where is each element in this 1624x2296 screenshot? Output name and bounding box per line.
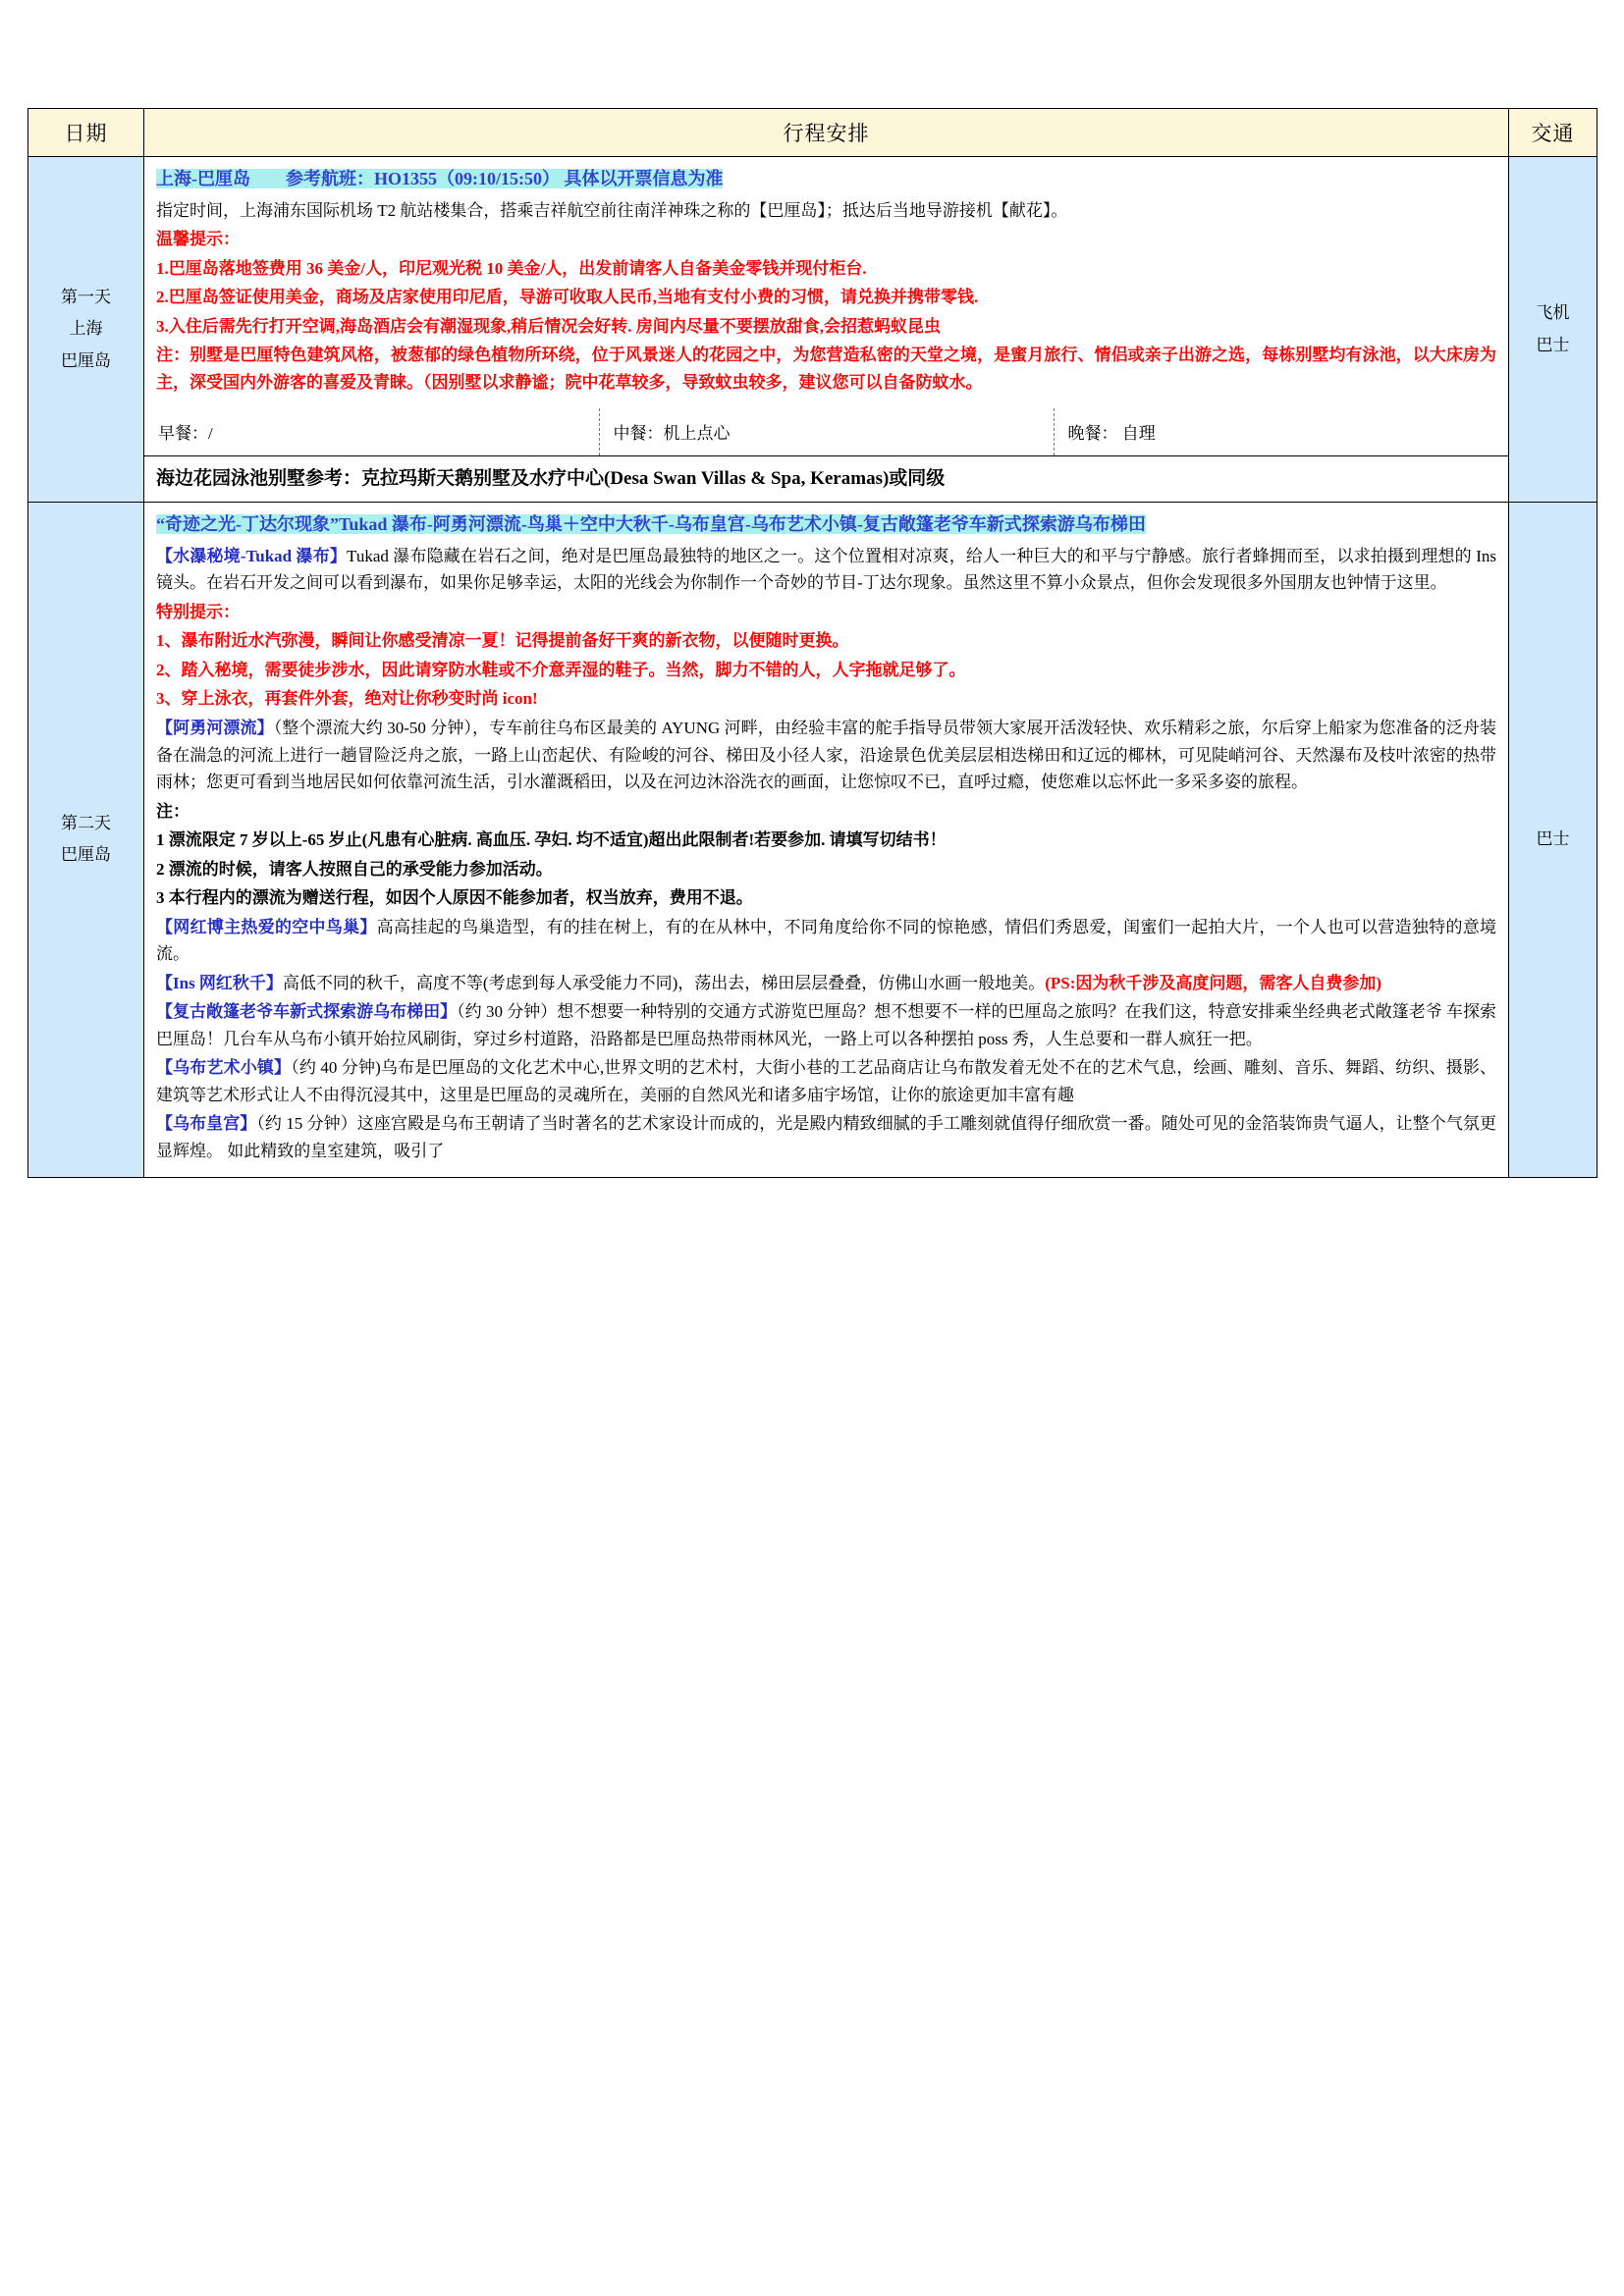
day2-special-heading: 特别提示：: [156, 602, 240, 621]
table-row-day1: [28, 157, 1597, 503]
day1-transport-line-1: 飞机: [1536, 303, 1570, 323]
day2-special-tip-2: 2、踏入秘境，需要徒步涉水，因此请穿防水鞋或不介意弄湿的鞋子。当然，脚力不错的人，人字拖就足够了。: [156, 660, 966, 679]
header-transport: 交通: [1509, 109, 1597, 157]
day1-note: 注：别墅是巴厘特色建筑风格，被葱郁的绿色植物所环绕，位于风景迷人的花园之中，为您营造私密的天堂之境，是蜜月旅行、情侣或亲子出游之选，每栋别墅均有泳池，以大床房为主，深受国内外游客的喜爱及青睐。（因别墅以求静谧；院中花草较多，导致蚊虫较多，建议您可以自备防蚊水。: [156, 346, 1496, 392]
day1-tips-heading: 温馨提示：: [156, 230, 240, 249]
day2-note-2: 2 漂流的时候，请客人按照自己的承受能力参加活动。: [156, 859, 553, 879]
day1-breakfast: 早餐：/: [144, 408, 599, 455]
day2-title: “奇迹之光-丁达尔现象”Tukad 瀑布-阿勇河漂流-鸟巢＋空中大秋千-乌布皇宫-乌布艺术小镇-复古敞篷老爷车新式探索游乌布梯田: [156, 514, 1146, 535]
day2-spot-birdnest-label: 【网红博主热爱的空中鸟巢】: [156, 917, 377, 936]
day2-special-tip-1: 1、瀑布附近水汽弥漫，瞬间让你感受清凉一夏！记得提前备好干爽的新衣物，以便随时更换。: [156, 631, 849, 651]
day2-spot-ubudpalace-text: （约 15 分钟）这座宫殿是乌布王朝请了当时著名的艺术家设计而成的，光是殿内精致细腻的手工雕刻就值得仔细欣赏一番。随处可见的金箔装饰贵气逼人，让整个气氛更显辉煌。 如此精致的皇室建筑，吸引了: [156, 1114, 1496, 1160]
day2-spot-vintagecar-label: 【复古敞篷老爷车新式探索游乌布梯田】: [156, 1002, 458, 1022]
day2-section-rafting: [156, 715, 1496, 796]
day2-spot-swing-note: (PS:因为秋千涉及高度问题，需客人自费参加): [1045, 973, 1382, 992]
day1-paragraph-1: 指定时间，上海浦东国际机场 T2 航站楼集合，搭乘吉祥航空前往南洋神珠之称的【巴厘岛】；抵达后当地导游接机【献花】。: [156, 200, 1068, 220]
day2-spot-swing: [156, 970, 1496, 997]
day2-section-waterfall-label: 【水瀑秘境-Tukad 瀑布】: [156, 546, 348, 565]
itinerary-table: [27, 108, 1597, 1178]
day2-date-cell: [28, 503, 144, 1177]
day2-title-line: [156, 510, 1496, 539]
day2-section-waterfall: [156, 543, 1496, 597]
day2-spot-swing-label: 【Ins 网红秋千】: [156, 973, 283, 992]
day2-note-1: 1 漂流限定 7 岁以上-65 岁止(凡患有心脏病. 高血压. 孕妇. 均不适宜)超出此限制者!若要参加. 请填写切结书！: [156, 830, 947, 850]
table-row-day2: [28, 503, 1597, 1177]
day1-meals-row: [144, 408, 1508, 455]
header-itinerary: 行程安排: [144, 109, 1509, 157]
day1-date-line-2: 上海: [69, 319, 103, 339]
day2-date-line-1: 第二天: [61, 813, 111, 832]
day2-spot-birdnest-text: 高高挂起的鸟巢造型，有的挂在树上，有的在从林中，不同角度给你不同的惊艳感，情侣们秀恩爱，闺蜜们一起拍大片，一个人也可以营造独特的意境流。: [156, 917, 1497, 964]
header-date: 日期: [28, 109, 144, 157]
day2-transport-line-1: 巴士: [1536, 829, 1570, 849]
day1-dinner: 晚餐： 自理: [1067, 424, 1156, 444]
day1-date-cell: [28, 157, 144, 503]
day1-tip-1: 1.巴厘岛落地签费用 36 美金/人，印尼观光税 10 美金/人，出发前请客人自备美金零钱并现付柜台.: [156, 258, 867, 278]
day2-spot-vintagecar-text: （约 30 分钟）想不想要一种特别的交通方式游览巴厘岛？想不想要不一样的巴厘岛之旅吗？在我们这，特意安排乘坐经典老式敞篷老爷 车探索巴厘岛！几台车从乌布小镇开始拉风刷街，穿过乡村道路，沿路都是巴厘岛热带雨林风光，一路上可以各种摆拍 poss 秀，人生总要和一群人疯狂一把。: [156, 1002, 1497, 1048]
table-header-row: [28, 109, 1597, 157]
day2-special-tip-3: 3、穿上泳衣，再套件外套，绝对让你秒变时尚 icon!: [156, 689, 538, 709]
day1-title: 上海-巴厘岛 参考航班：HO1355（09:10/15:50） 具体以开票信息为准: [156, 169, 724, 188]
day1-content: [144, 157, 1508, 408]
day2-date-line-2: 巴厘岛: [61, 845, 111, 865]
day1-itinerary-cell: [144, 157, 1509, 503]
day2-spot-ubudart: [156, 1054, 1496, 1108]
day2-content: [144, 503, 1508, 1176]
day2-transport-cell: [1509, 503, 1597, 1177]
day2-spot-ubudpalace-label: 【乌布皇宫】: [156, 1114, 257, 1134]
day1-date-line-3: 巴厘岛: [61, 350, 111, 370]
day2-note-heading: 注：: [156, 801, 189, 821]
day2-section-rafting-label: 【阿勇河漂流】: [156, 719, 274, 737]
day2-spot-vintagecar: [156, 998, 1496, 1052]
day2-section-rafting-text: （整个漂流大约 30-50 分钟），专车前往乌布区最美的 AYUNG 河畔，由经验丰富的舵手指导员带领大家展开活泼轻快、欢乐精彩之旅，尔后穿上船家为您准备的泛舟装备在湍急的河流上进行一趟冒险泛舟之旅，一路上山峦起伏、有险峻的河谷、梯田及小径人家，沿途景色优美层层相迭梯田和辽远的椰林，可见陡峭河谷、天然瀑布及枝叶浓密的热带雨林；您更可看到当地居民如何依靠河流生活，引水灌溉稻田，以及在河边沐浴洗衣的画面，让您惊叹不已，直呼过瘾，使您难以忘怀此一多采多姿的旅程。: [156, 719, 1497, 792]
day2-itinerary-cell: [144, 503, 1509, 1177]
day1-hotel: 海边花园泳池别墅参考：克拉玛斯天鹅别墅及水疗中心(Desa Swan Villas & Spa, Keramas)或同级: [144, 455, 1508, 503]
day2-spot-ubudart-label: 【乌布艺术小镇】: [156, 1058, 292, 1078]
day1-meals-table: [144, 408, 1508, 455]
day2-spot-ubudpalace: [156, 1110, 1496, 1164]
day2-section-waterfall-text: Tukad 瀑布隐藏在岩石之间，绝对是巴厘岛最独特的地区之一。这个位置相对凉爽，给人一种巨大的和平与宁静感。旅行者蜂拥而至，以求拍摄到理想的 Ins 镜头。在岩石开发之间可以看到瀑布，如果你足够幸运，太阳的光线会为你制作一个奇妙的节目-丁达尔现象。虽然这里不算小众景点，但你会发现很多外国朋友也钟情于这里。: [156, 546, 1497, 593]
day1-date-line-1: 第一天: [61, 288, 111, 307]
day1-lunch: 中餐：机上点心: [599, 408, 1054, 455]
day2-spot-ubudart-text: （约 40 分钟)乌布是巴厘岛的文化艺术中心,世界文明的艺术村，大街小巷的工艺品商店让乌布散发着无处不在的艺术气息，绘画、雕刻、音乐、舞蹈、纺织、摄影、建筑等艺术形式让人不由得沉浸其中，这里是巴厘岛的灵魂所在，美丽的自然风光和诸多庙宇场馆，让你的旅途更加丰富有趣: [156, 1058, 1496, 1104]
day1-tip-2: 2.巴厘岛签证使用美金，商场及店家使用印尼盾，导游可收取人民币,当地有支付小费的习惯，请兑换并携带零钱.: [156, 288, 979, 307]
day1-transport-cell: [1509, 157, 1597, 503]
day2-note-3: 3 本行程内的漂流为赠送行程，如因个人原因不能参加者，权当放弃，费用不退。: [156, 888, 753, 908]
day1-title-line: [156, 165, 1496, 193]
day2-spot-swing-text: 高低不同的秋千，高度不等(考虑到每人承受能力不同)，荡出去，梯田层层叠叠，仿佛山水画一般地美。: [282, 973, 1046, 992]
day2-spot-birdnest: [156, 914, 1496, 968]
day1-transport-line-2: 巴士: [1536, 335, 1570, 354]
day1-tip-3: 3.入住后需先行打开空调,海岛酒店会有潮湿现象,稍后情况会好转. 房间内尽量不要摆放甜食,会招惹蚂蚁昆虫: [156, 316, 941, 336]
